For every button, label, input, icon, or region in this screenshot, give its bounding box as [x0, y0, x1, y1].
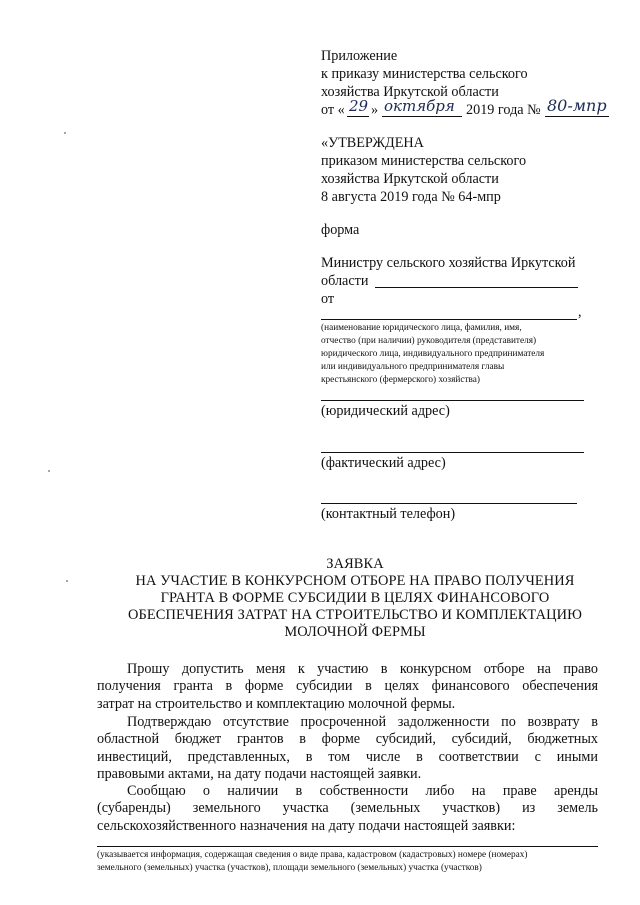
appendix-quote-close: »	[371, 102, 379, 118]
p3-line-1: Сообщаю о наличии в собственности либо на праве аренды	[127, 783, 598, 799]
paragraph-request	[97, 661, 598, 713]
title-line-3: ГРАНТА В ФОРМЕ СУБСИДИИ В ЦЕЛЯХ ФИНАНСОВОГО	[160, 590, 550, 606]
title-line-2: НА УЧАСТИЕ В КОНКУРСНОМ ОТБОРЕ НА ПРАВО ПОЛУЧЕНИЯ	[135, 573, 575, 589]
p1-line-1: Прошу допустить меня к участию в конкурсном отборе на право	[127, 661, 598, 677]
legal-address-label: (юридический адрес)	[321, 403, 450, 419]
scan-speck	[66, 580, 68, 582]
phone-underline	[321, 503, 577, 504]
actual-address-underline	[321, 452, 584, 453]
region-underline	[375, 287, 578, 288]
applicant-comma: ,	[578, 304, 582, 320]
appendix-region-line: хозяйства Иркутской области	[321, 84, 499, 100]
paragraph-no-debt	[97, 714, 598, 783]
addressee-from: от	[321, 291, 335, 307]
p2-line-1: Подтверждаю отсутствие просроченной задолженности по возврату в	[127, 714, 598, 730]
scan-speck	[48, 470, 50, 472]
title-line-5: МОЛОЧНОЙ ФЕРМЫ	[284, 624, 426, 640]
addressee-region: области	[321, 273, 369, 289]
p2-line-3: инвестиций, представленных, в том числе в соответствии с иными	[97, 748, 598, 765]
title-line-4: ОБЕСПЕЧЕНИЯ ЗАТРАТ НА СТРОИТЕЛЬСТВО И КОМПЛЕКТАЦИЮ	[128, 607, 582, 623]
appendix-heading: Приложение	[321, 48, 398, 64]
p3-line-3: сельскохозяйственного назначения на дату подачи настоящей заявки:	[97, 817, 516, 834]
p1-line-3: затрат на строительство и комплектацию молочной фермы.	[97, 695, 456, 712]
p2-line-4: правовыми актами, на дату подачи настоящей заявки.	[97, 765, 422, 782]
number-underline	[545, 116, 609, 117]
handwritten-number: 80-мпр	[547, 96, 607, 115]
handwritten-month: октября	[384, 97, 455, 115]
land-info-underline	[97, 846, 598, 847]
applicant-hint-5: крестьянского (фермерского) хозяйства)	[321, 375, 481, 385]
applicant-hint-3: юридического лица, индивидуального предпринимателя	[321, 349, 545, 359]
legal-address-underline	[321, 400, 584, 401]
addressee-line: Министру сельского хозяйства Иркутской	[321, 255, 576, 271]
approved-date-line: 8 августа 2019 года № 64-мпр	[321, 189, 501, 205]
footnote-line-2: земельного (земельных) участка (участков), площади земельного (земельных) участка (участков)	[97, 863, 482, 873]
applicant-underline	[321, 319, 577, 320]
phone-label: (контактный телефон)	[321, 506, 456, 522]
approved-region-line: хозяйства Иркутской области	[321, 171, 499, 187]
p1-line-2: получения гранта в форме субсидии в целях финансового обеспечения	[97, 678, 598, 695]
applicant-hint-4: или индивидуального предпринимателя главы	[321, 362, 505, 372]
appendix-year-number: 2019 года №	[466, 102, 541, 118]
actual-address-label: (фактический адрес)	[321, 455, 446, 471]
approved-heading: «УТВЕРЖДЕНА	[321, 135, 424, 151]
appendix-order-line: к приказу министерства сельского	[321, 66, 528, 82]
appendix-date-prefix: от «	[321, 102, 345, 118]
title-zayavka: ЗАЯВКА	[326, 556, 384, 572]
applicant-hint-2: отчество (при наличии) руководителя (представителя)	[321, 336, 537, 346]
paragraph-land	[97, 783, 598, 835]
p3-line-2: (субаренды) земельного участка (земельных участков) из земель	[97, 800, 598, 817]
form-label: форма	[321, 222, 360, 238]
footnote-line-1: (указывается информация, содержащая сведения о виде права, кадастровом (кадастровых) номере (номерах)	[97, 850, 528, 860]
applicant-hint-1: (наименование юридического лица, фамилия, имя,	[321, 323, 522, 333]
handwritten-day: 29	[349, 97, 369, 115]
month-underline	[382, 116, 462, 117]
scan-speck	[64, 132, 66, 134]
approved-order-line: приказом министерства сельского	[321, 153, 527, 169]
p2-line-2: областной бюджет грантов в форме субсидий, субсидий, бюджетных	[97, 731, 598, 748]
day-underline	[347, 116, 369, 117]
